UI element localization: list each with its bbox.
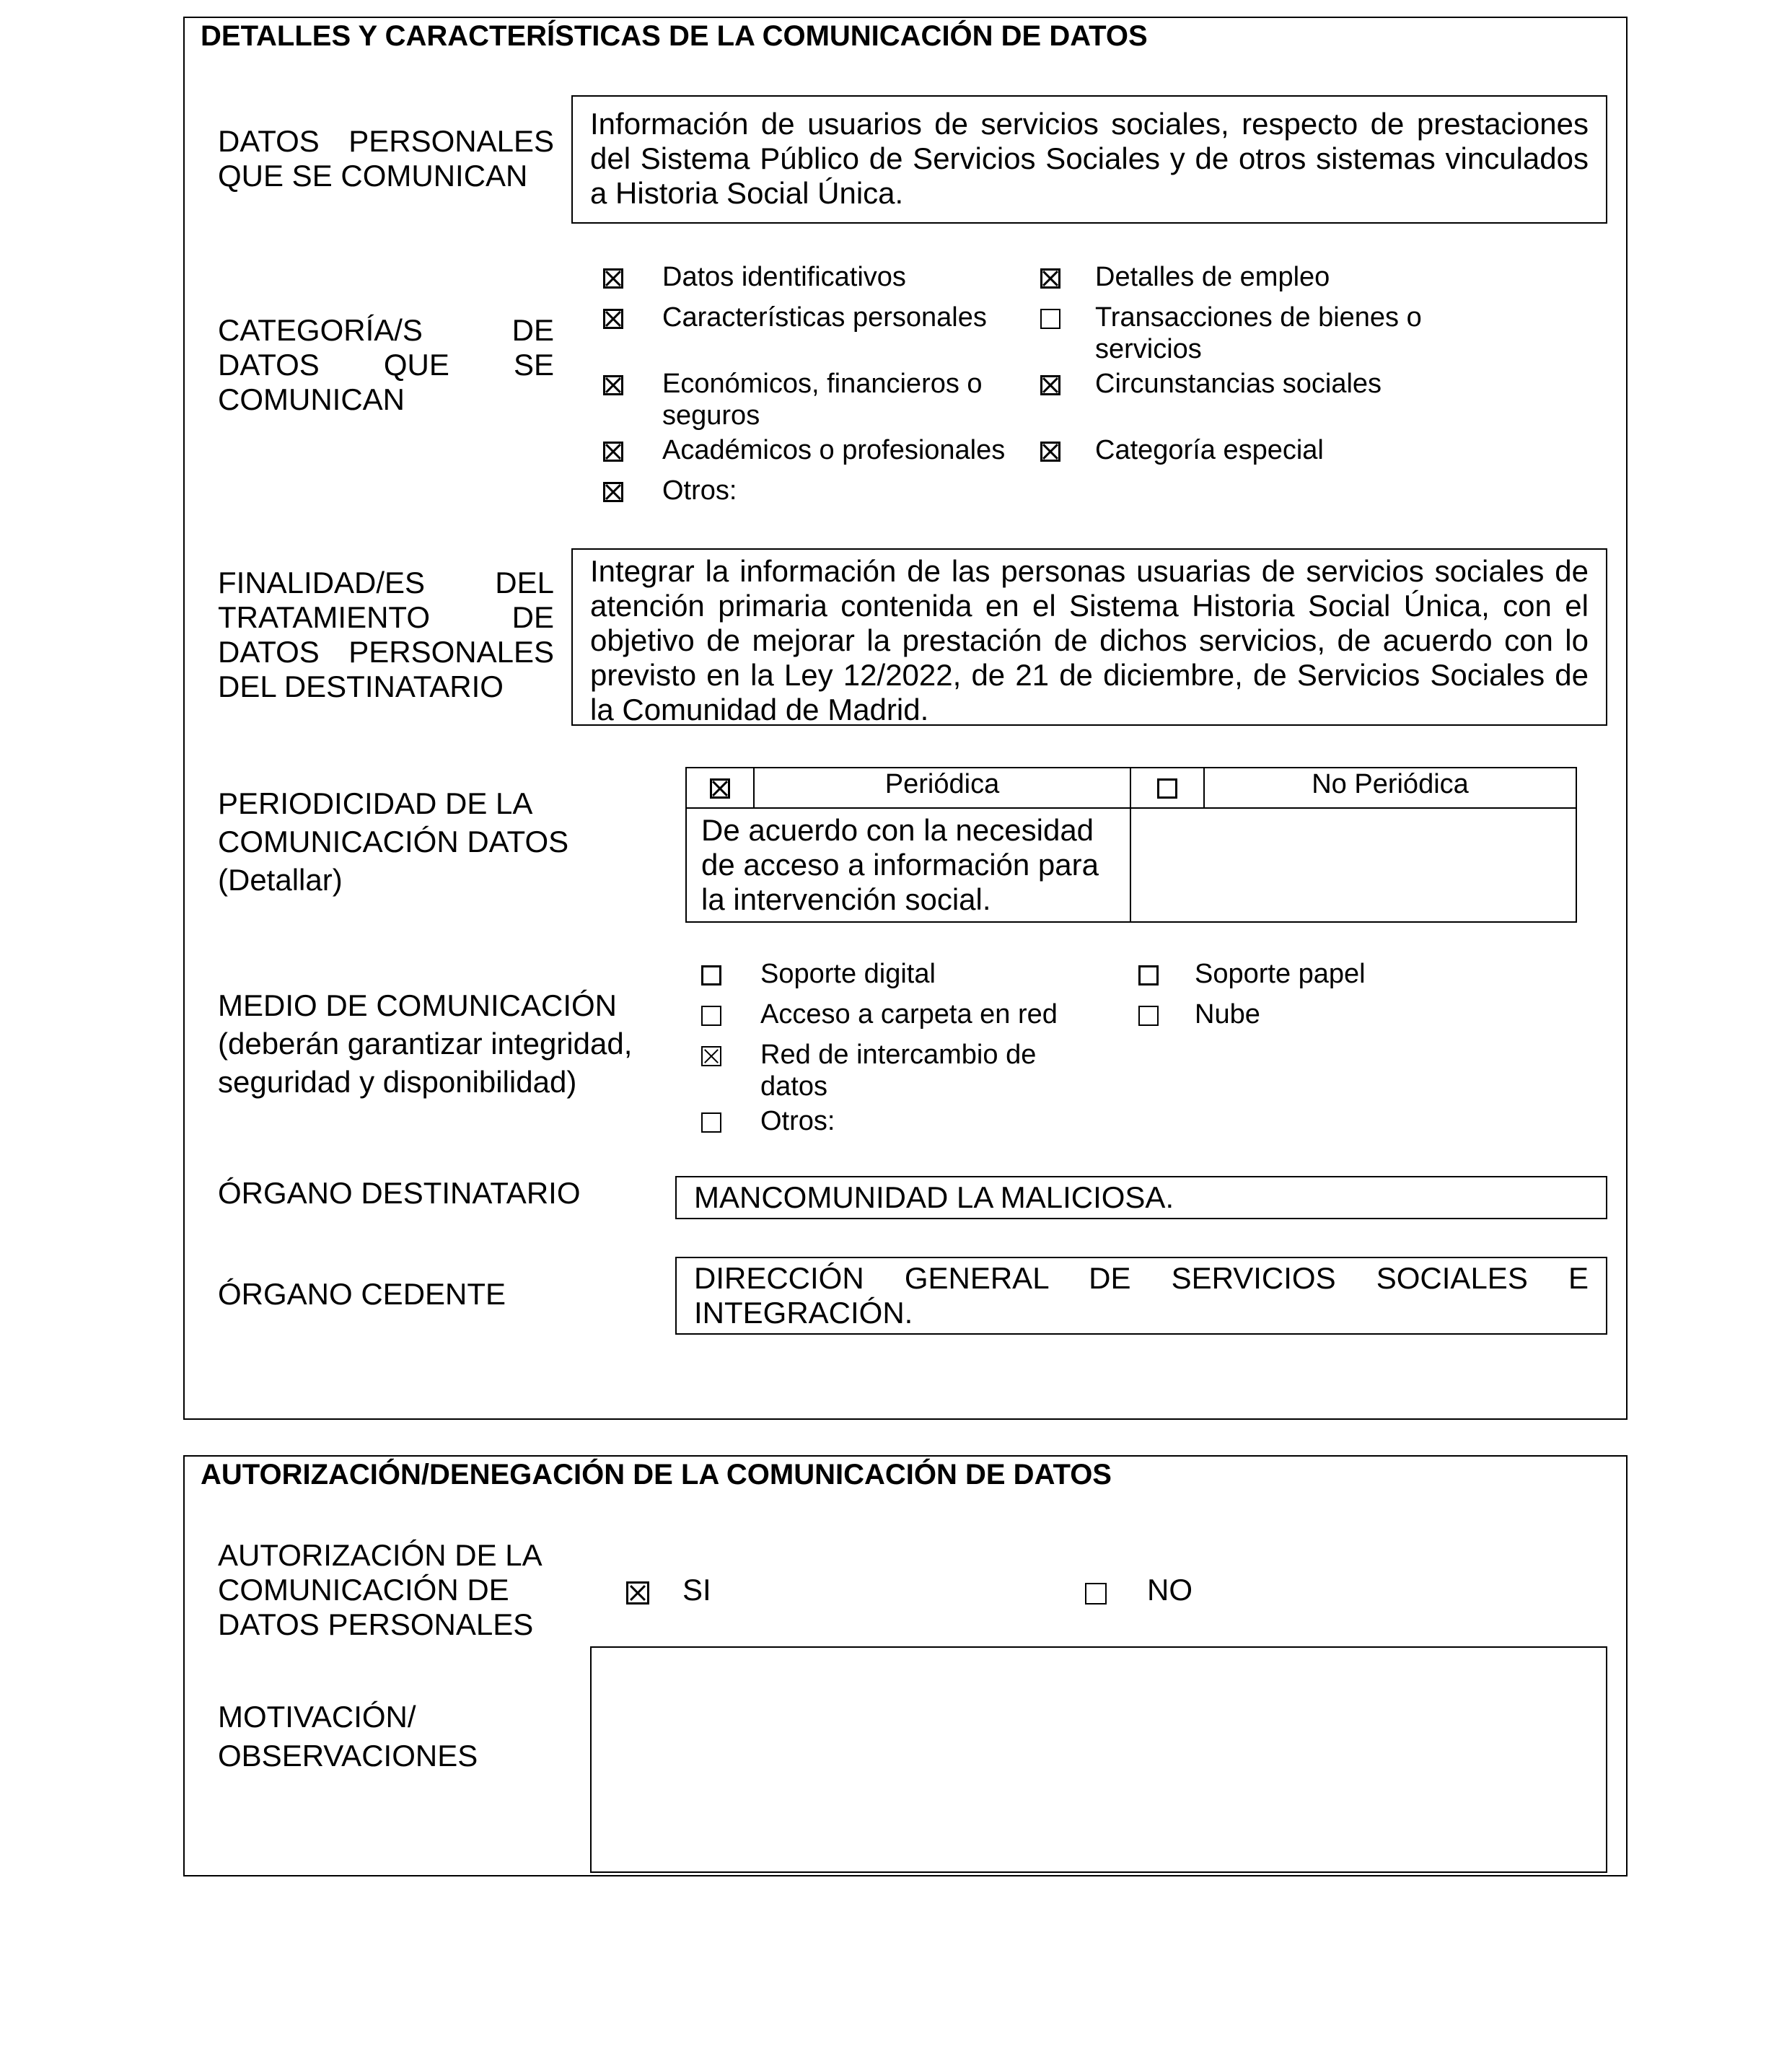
- organo-cedente-field[interactable]: DIRECCIÓN GENERAL DE SERVICIOS SOCIALES E INTEGRACIÓN.: [675, 1257, 1607, 1335]
- finalidad-label-line3: DATOS PERSONALES: [218, 635, 554, 669]
- autorizacion-label-line3: DATOS PERSONALES: [218, 1607, 534, 1641]
- option-checkbox[interactable]: [1138, 965, 1159, 985]
- finalidad-field[interactable]: Integrar la información de las personas usuarias de servicios sociales de atención primaria contenida en el Sistema Historia Social Única, con el objetivo de mejorar la prestación de dichos servicios, de acuerdo con lo previsto en la Ley 12/2022, de 21 de diciembre, de Servicios Sociales de la Comunidad de Madrid.: [571, 548, 1607, 726]
- option-label: Red de intercambio de: [760, 1040, 1037, 1070]
- periodicidad-table: [685, 767, 1577, 923]
- periodica-checkbox[interactable]: [710, 778, 730, 799]
- organo-cedente-label: ÓRGANO CEDENTE: [218, 1277, 506, 1311]
- option-label: Soporte digital: [760, 959, 936, 989]
- authorization-section-title: AUTORIZACIÓN/DENEGACIÓN DE LA COMUNICACIÓN DE DATOS: [201, 1459, 1112, 1491]
- option-checkbox[interactable]: [603, 482, 623, 502]
- option-checkbox[interactable]: [1040, 442, 1060, 462]
- option-checkbox[interactable]: [603, 309, 623, 329]
- finalidad-label-line2: TRATAMIENTO DE: [218, 600, 554, 634]
- periodica-detail[interactable]: De acuerdo con la necesidad de acceso a información para la intervención social.: [686, 808, 1130, 922]
- organo-destinatario-field[interactable]: MANCOMUNIDAD LA MALICIOSA.: [675, 1176, 1607, 1219]
- option-checkbox[interactable]: [701, 1006, 721, 1026]
- option-checkbox[interactable]: [603, 375, 623, 395]
- categorias-label-line1: CATEGORÍA/S DE: [218, 313, 554, 347]
- option-checkbox[interactable]: [603, 442, 623, 462]
- periodica-checkbox-cell[interactable]: [686, 768, 754, 808]
- autorizacion-label-line1: AUTORIZACIÓN DE LA: [218, 1538, 543, 1572]
- option-checkbox[interactable]: [701, 1046, 721, 1066]
- si-checkbox[interactable]: [626, 1581, 649, 1605]
- option-label: servicios: [1095, 334, 1202, 364]
- option-label: Datos identificativos: [662, 262, 906, 292]
- no-label: NO: [1147, 1573, 1193, 1607]
- medio-label-line1: MEDIO DE COMUNICACIÓN: [218, 988, 618, 1022]
- no-periodica-checkbox-cell[interactable]: [1130, 768, 1204, 808]
- periodicidad-label-line1: PERIODICIDAD DE LA: [218, 786, 533, 820]
- datos-personales-label-line2: QUE SE COMUNICAN: [218, 159, 528, 193]
- organo-destinatario-label: ÓRGANO DESTINATARIO: [218, 1176, 581, 1210]
- no-periodica-detail[interactable]: [1130, 808, 1576, 922]
- datos-personales-label: DATOS PERSONALES: [218, 124, 554, 158]
- si-label: SI: [682, 1573, 711, 1607]
- finalidad-label-line4: DEL DESTINATARIO: [218, 670, 504, 703]
- option-checkbox[interactable]: [1138, 1006, 1159, 1026]
- option-label: Otros:: [662, 475, 737, 506]
- details-section-title: DETALLES Y CARACTERÍSTICAS DE LA COMUNICACIÓN DE DATOS: [201, 20, 1148, 52]
- option-checkbox[interactable]: [1040, 268, 1060, 289]
- option-label: Acceso a carpeta en red: [760, 999, 1058, 1030]
- periodicidad-label-line2: COMUNICACIÓN DATOS: [218, 825, 569, 859]
- motivacion-label-line2: OBSERVACIONES: [218, 1739, 478, 1773]
- option-checkbox[interactable]: [701, 965, 721, 985]
- no-periodica-checkbox[interactable]: [1157, 778, 1177, 799]
- option-checkbox[interactable]: [1040, 309, 1060, 329]
- medio-label-line2: (deberán garantizar integridad,: [218, 1027, 633, 1061]
- categorias-label-line3: COMUNICAN: [218, 382, 405, 416]
- autorizacion-label-line2: COMUNICACIÓN DE: [218, 1573, 509, 1607]
- option-label: Características personales: [662, 302, 987, 333]
- option-checkbox[interactable]: [701, 1112, 721, 1133]
- option-label: seguros: [662, 400, 760, 431]
- no-checkbox[interactable]: [1085, 1583, 1107, 1605]
- option-checkbox[interactable]: [1040, 375, 1060, 395]
- option-label: Otros:: [760, 1106, 835, 1136]
- no-periodica-header: No Periódica: [1204, 768, 1576, 808]
- motivacion-label-line1: MOTIVACIÓN/: [218, 1700, 416, 1734]
- option-label: Transacciones de bienes o: [1095, 302, 1422, 333]
- datos-personales-field[interactable]: Información de usuarios de servicios sociales, respecto de prestaciones del Sistema Público de Servicios Sociales y de otros sistemas vinculados a Historia Social Única.: [571, 95, 1607, 224]
- medio-label-line3: seguridad y disponibilidad): [218, 1065, 577, 1099]
- option-checkbox[interactable]: [603, 268, 623, 289]
- option-label: Económicos, financieros o: [662, 369, 983, 399]
- periodicidad-label-line3: (Detallar): [218, 863, 343, 897]
- option-label: Circunstancias sociales: [1095, 369, 1382, 399]
- option-label: datos: [760, 1071, 827, 1102]
- motivacion-field[interactable]: [590, 1646, 1607, 1873]
- finalidad-label-line1: FINALIDAD/ES DEL: [218, 566, 554, 600]
- periodica-header: Periódica: [754, 768, 1130, 808]
- categorias-label-line2: DATOS QUE SE: [218, 348, 554, 382]
- option-label: Nube: [1195, 999, 1260, 1030]
- option-label: Académicos o profesionales: [662, 435, 1006, 465]
- option-label: Soporte papel: [1195, 959, 1366, 989]
- option-label: Detalles de empleo: [1095, 262, 1330, 292]
- option-label: Categoría especial: [1095, 435, 1324, 465]
